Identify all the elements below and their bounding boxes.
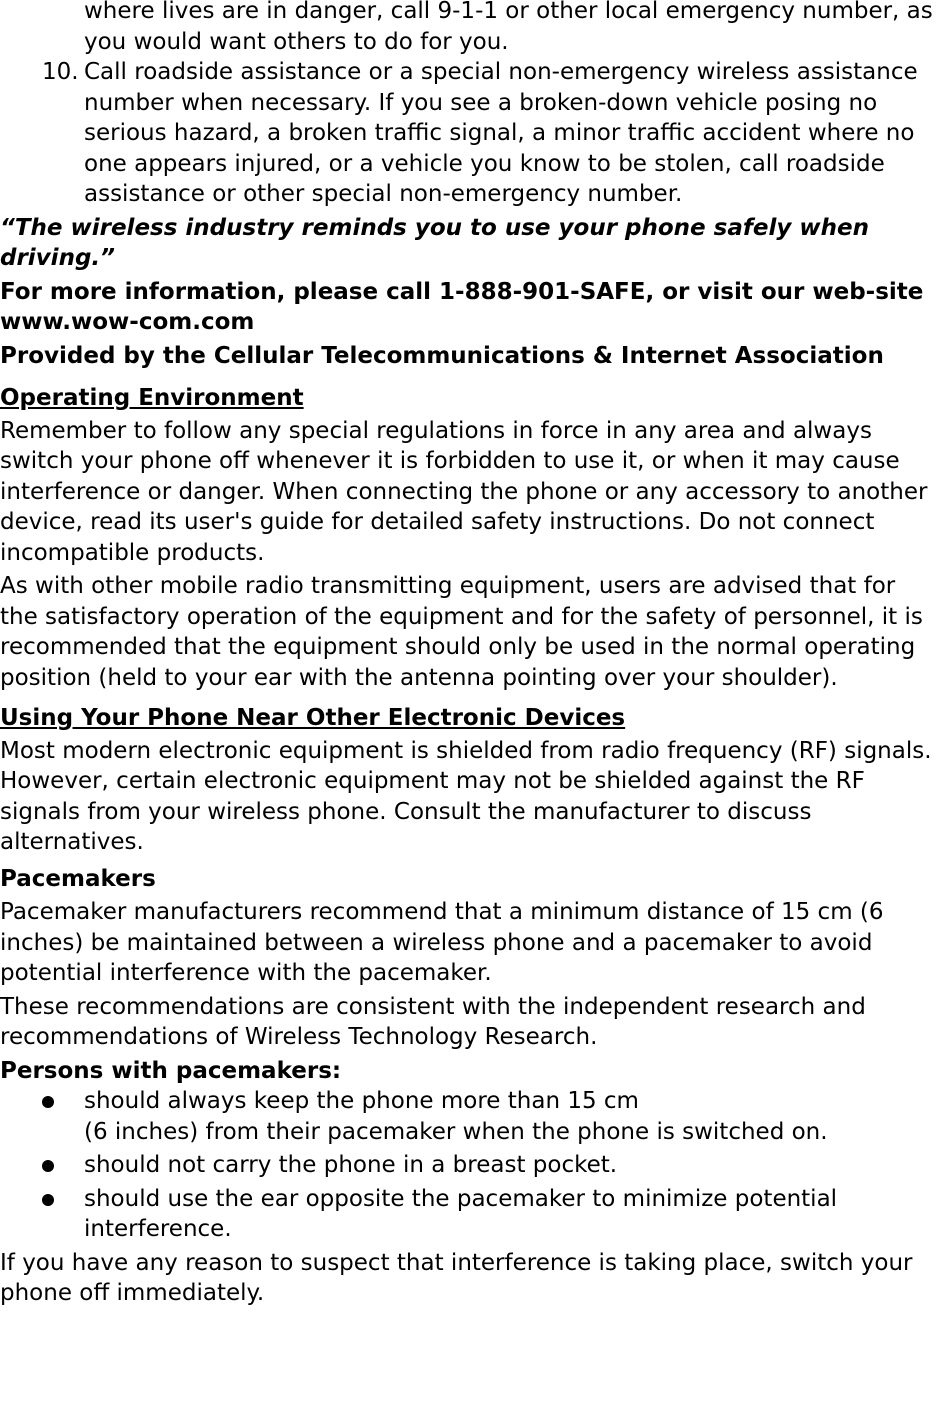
list-item-10-text: Call roadside assistance or a special non-emergency wireless assistance number when necessary. If you see a broken-down vehicle posing no serious hazard, a broken traffic signal, a minor traffic accident where no one appears injured, or a vehicle you know to be stolen, call roadside assistance or other special non-emergency number. bbox=[84, 59, 918, 207]
bullet-item bbox=[0, 1086, 937, 1147]
bullet-item-text: should not carry the phone in a breast pocket. bbox=[84, 1152, 618, 1178]
pacemakers-heading: Pacemakers bbox=[0, 865, 156, 892]
operating-environment-para-1: Remember to follow any special regulations in force in any area and always switch your phone off whenever it is forbidden to use it, or when it may cause interference or danger. When connecting the phone or any accessory to another device, read its user's guide for detailed safety instructions. Do not connect incompatible products. bbox=[0, 417, 928, 566]
list-item-10 bbox=[0, 57, 937, 210]
list-item-number: 10. bbox=[42, 59, 79, 85]
pacemaker-bullet-list bbox=[0, 1086, 937, 1245]
industry-quote: “The wireless industry reminds you to use your phone safely when driving.” bbox=[0, 214, 869, 271]
bullet-item-text: should use the ear opposite the pacemaker to minimize potential interference. bbox=[84, 1185, 838, 1242]
bullet-item bbox=[0, 1150, 937, 1181]
bullet-item bbox=[0, 1184, 937, 1245]
persons-with-pacemakers-heading: Persons with pacemakers: bbox=[0, 1057, 342, 1084]
bullet-icon bbox=[42, 1194, 54, 1206]
bullet-icon bbox=[42, 1160, 54, 1172]
electronic-devices-heading: Using Your Phone Near Other Electronic Devices bbox=[0, 705, 626, 731]
list-item-continuation-text: where lives are in danger, call 9-1-1 or other local emergency number, as you would want others to do for you. bbox=[84, 0, 933, 55]
more-info-text: For more information, please call 1-888-901-SAFE, or visit our web-site www.wow-com.com bbox=[0, 278, 924, 335]
list-item-continuation bbox=[0, 0, 937, 57]
operating-environment-heading: Operating Environment bbox=[0, 385, 304, 411]
operating-environment-para-2: As with other mobile radio transmitting equipment, users are advised that for the satisfactory operation of the equipment and for the safety of personnel, it is recommended that the equipment should only be used in the normal operating position (held to your ear with the antenna pointing over your shoulder). bbox=[0, 573, 923, 691]
pacemakers-para-2: These recommendations are consistent with the independent research and recommendations of Wireless Technology Research. bbox=[0, 993, 866, 1050]
bullet-icon bbox=[42, 1096, 54, 1108]
bullet-item-text-continued: (6 inches) from their pacemaker when the phone is switched on. bbox=[84, 1118, 828, 1145]
pacemakers-closing: If you have any reason to suspect that interference is taking place, switch your phone off immediately. bbox=[0, 1249, 913, 1306]
pacemakers-para-1: Pacemaker manufacturers recommend that a minimum distance of 15 cm (6 inches) be maintained between a wireless phone and a pacemaker to avoid potential interference with the pacemaker. bbox=[0, 899, 884, 986]
bullet-item-text: should always keep the phone more than 15 cm bbox=[84, 1088, 639, 1114]
provided-by-text: Provided by the Cellular Telecommunications & Internet Association bbox=[0, 342, 884, 369]
electronic-devices-para-1: Most modern electronic equipment is shielded from radio frequency (RF) signals. However, certain electronic equipment may not be shielded against the RF signals from your wireless phone. Consult the manufacturer to discuss alternatives. bbox=[0, 737, 932, 855]
